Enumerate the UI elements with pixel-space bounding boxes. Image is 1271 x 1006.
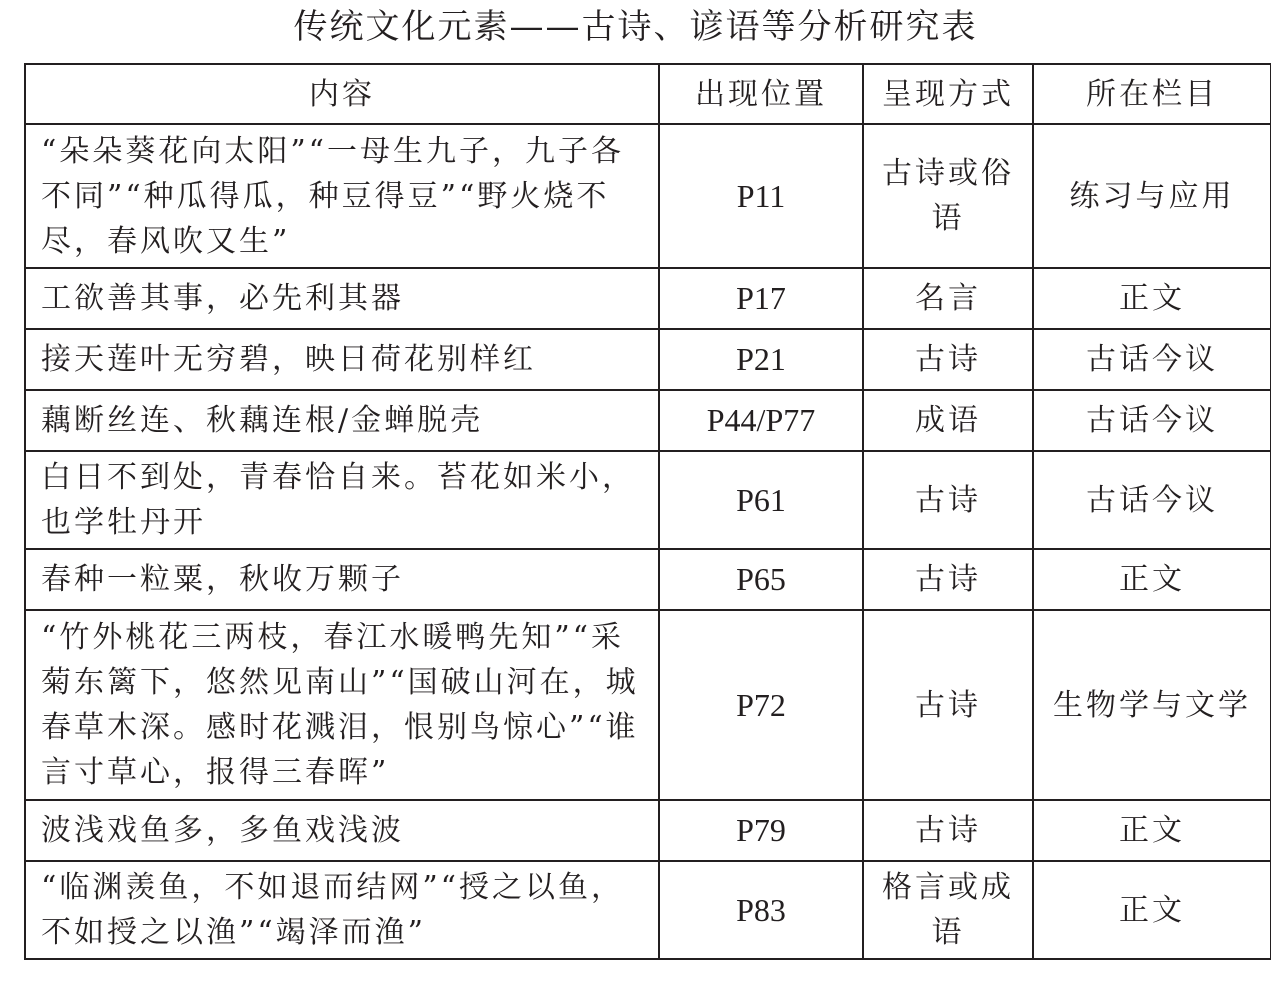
cell-method: 古诗 (863, 610, 1033, 800)
cell-location: P61 (659, 451, 863, 549)
cell-section: 正文 (1033, 861, 1271, 959)
cell-location: P17 (659, 268, 863, 329)
cell-section: 正文 (1033, 800, 1271, 861)
cell-section: 古话今议 (1033, 451, 1271, 549)
table-header-row (25, 64, 1271, 124)
cell-location: P21 (659, 329, 863, 390)
cell-section: 正文 (1033, 268, 1271, 329)
cell-content: 春种一粒粟，秋收万颗子 (25, 549, 659, 610)
cell-section: 正文 (1033, 549, 1271, 610)
cell-section: 古话今议 (1033, 390, 1271, 451)
cell-content: 工欲善其事，必先利其器 (25, 268, 659, 329)
table-row (25, 610, 1271, 800)
table-row (25, 861, 1271, 959)
cell-content: 白日不到处，青春恰自来。苔花如米小，也学牡丹开 (25, 451, 659, 549)
cell-location: P79 (659, 800, 863, 861)
header-content: 内容 (25, 64, 659, 124)
cell-method: 古诗 (863, 549, 1033, 610)
cell-content: “朵朵葵花向太阳”“一母生九子，九子各不同”“种瓜得瓜，种豆得豆”“野火烧不尽，春风吹又生” (25, 124, 659, 268)
header-location: 出现位置 (659, 64, 863, 124)
cell-method: 古诗 (863, 800, 1033, 861)
page-title: 传统文化元素——古诗、谚语等分析研究表 (293, 7, 978, 47)
cell-method: 格言或成语 (863, 861, 1033, 959)
table-row (25, 549, 1271, 610)
cell-content: “竹外桃花三两枝，春江水暖鸭先知”“采菊东篱下，悠然见南山”“国破山河在，城春草木深。感时花溅泪，恨别鸟惊心”“谁言寸草心，报得三春晖” (25, 610, 659, 800)
cell-section: 古话今议 (1033, 329, 1271, 390)
cell-location: P83 (659, 861, 863, 959)
cell-content: 接天莲叶无穷碧，映日荷花别样红 (25, 329, 659, 390)
cell-method: 成语 (863, 390, 1033, 451)
cell-location: P72 (659, 610, 863, 800)
cell-location: P11 (659, 124, 863, 268)
table-row (25, 800, 1271, 861)
cell-method: 古诗 (863, 451, 1033, 549)
cell-content: 波浅戏鱼多，多鱼戏浅波 (25, 800, 659, 861)
cell-location: P44/P77 (659, 390, 863, 451)
table-row (25, 124, 1271, 268)
cell-content: “临渊羡鱼，不如退而结网”“授之以鱼，不如授之以渔”“竭泽而渔” (25, 861, 659, 959)
cell-section: 生物学与文学 (1033, 610, 1271, 800)
cell-method: 古诗 (863, 329, 1033, 390)
table-row (25, 329, 1271, 390)
analysis-table (24, 63, 1271, 960)
header-method: 呈现方式 (863, 64, 1033, 124)
table-row (25, 268, 1271, 329)
cell-method: 名言 (863, 268, 1033, 329)
cell-location: P65 (659, 549, 863, 610)
table-row (25, 390, 1271, 451)
header-section: 所在栏目 (1033, 64, 1271, 124)
cell-method: 古诗或俗语 (863, 124, 1033, 268)
table-row (25, 451, 1271, 549)
cell-section: 练习与应用 (1033, 124, 1271, 268)
cell-content: 藕断丝连、秋藕连根/金蝉脱壳 (25, 390, 659, 451)
